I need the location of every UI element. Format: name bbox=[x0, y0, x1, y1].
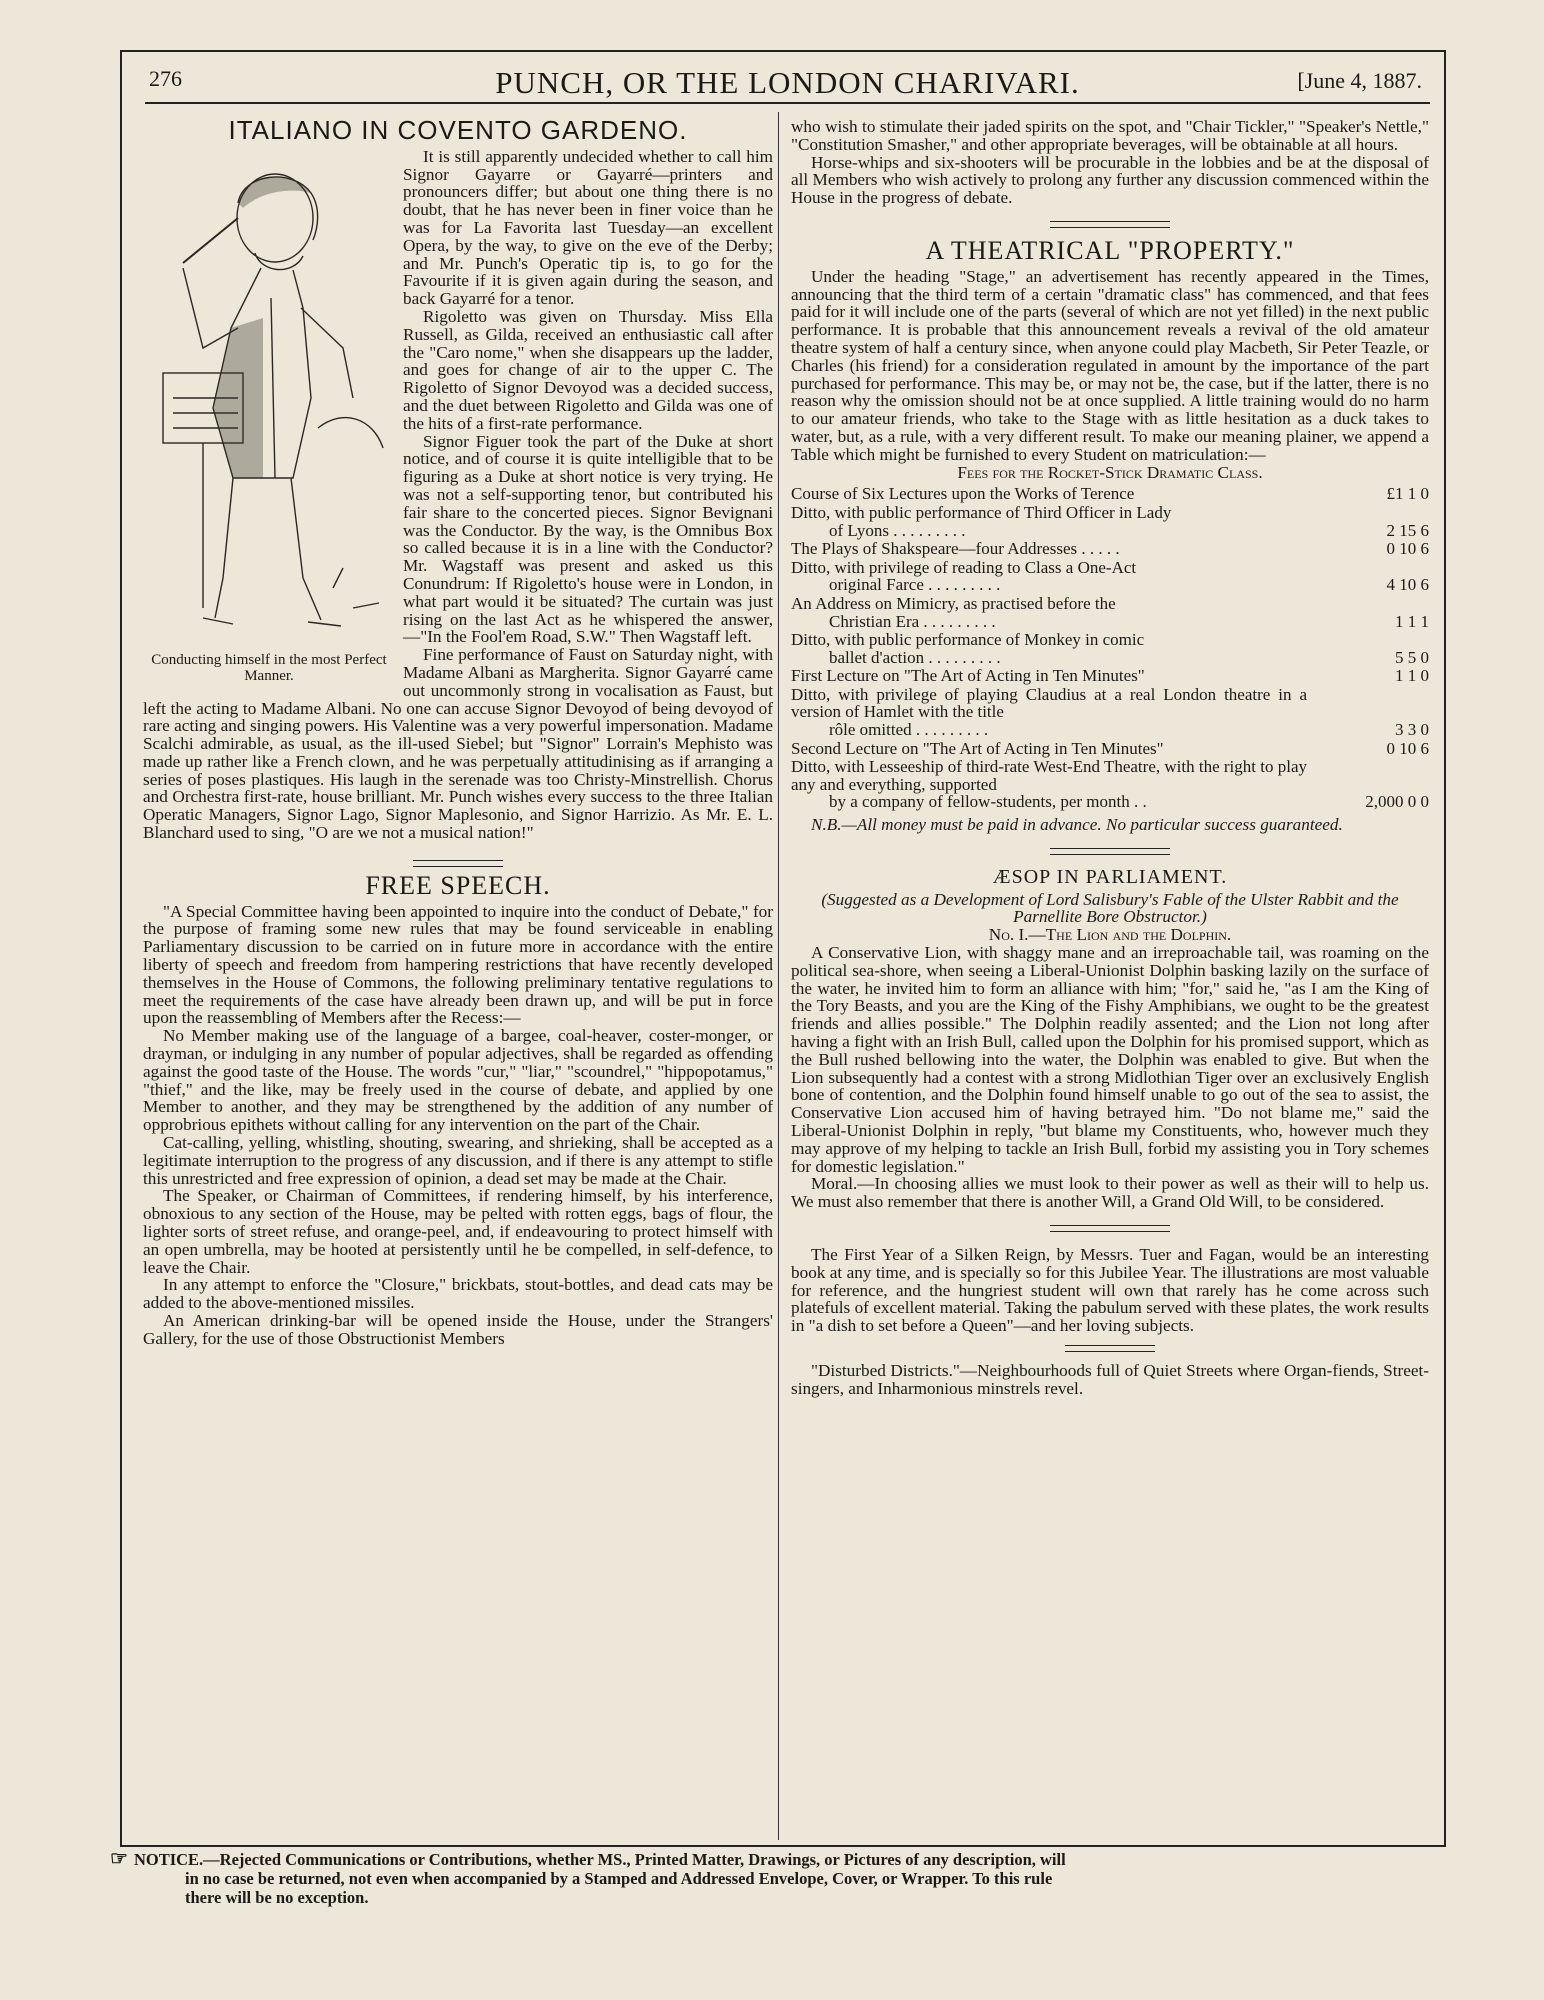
fees-table-title: Fees for the Rocket-Stick Dramatic Class. bbox=[957, 462, 1263, 482]
illustration-caption: Conducting himself in the most Perfect Manner. bbox=[151, 651, 387, 684]
fee-amount: 0 10 6 bbox=[1386, 738, 1429, 758]
italiano-heading: ITALIANO IN COVENTO GARDENO. bbox=[228, 115, 688, 145]
free-speech-continuation: who wish to stimulate their jaded spirits on the spot, and "Chair Tickler," "Speaker's Nettle," "Constitution Smasher," and other appropriate beverages, will be obtainable at all hours. bbox=[791, 117, 1429, 154]
fee-amount: 5 5 0 bbox=[1395, 647, 1429, 667]
fee-row bbox=[791, 758, 1429, 812]
free-speech-continuation: Horse-whips and six-shooters will be procurable in the lobbies and be at the disposal of all Members who wish actively to prolong any further any discussion commenced within the House in the progress of debate. bbox=[791, 152, 1429, 208]
fee-line-continued: by a company of fellow-students, per month . . bbox=[829, 792, 1147, 812]
free-speech-paragraph: Cat-calling, yelling, whistling, shouting, swearing, and shrieking, shall be accepted as a legitimate interruption to the progress of any discussion, and if there is any attempt to stifle this unrestricted and free expression of opinion, a dead set may be made at the Chair. bbox=[143, 1133, 773, 1188]
fee-line: Ditto, with public performance of Third Officer in Lady bbox=[791, 502, 1172, 522]
notice bbox=[110, 1850, 1440, 1907]
section-divider bbox=[1050, 848, 1170, 855]
issue-date: [June 4, 1887. bbox=[1297, 68, 1422, 93]
fee-amount: 1 1 0 bbox=[1395, 666, 1429, 686]
fee-row bbox=[791, 540, 1429, 559]
fee-row bbox=[791, 667, 1429, 686]
fee-line: Ditto, with public performance of Monkey in comic bbox=[791, 630, 1145, 650]
fee-line: First Lecture on "The Art of Acting in Ten Minutes" bbox=[791, 666, 1145, 686]
free-speech-heading: FREE SPEECH. bbox=[365, 870, 551, 900]
fee-row bbox=[791, 631, 1429, 667]
fee-amount: 1 1 1 bbox=[1395, 611, 1429, 631]
italiano-paragraph: Fine performance of Faust on Saturday night, with Madame Albani as Margherita. Signor Gayarré came out uncommonly strong in vocalisation as Faust, but left the acting to Madame Albani. No one can accuse Signor Devoyod of being devoyod of rare acting and singing powers. His Valentine was a very powerful impersonation. Madame Scalchi admirable, as usual, as the ill-used Siebel; but "Signor" Lorrain's Mephisto was made up rather like a French clown, and he was perpetually attitudinising as if arranging a series of poses plastiques. His laugh in the serenade was too Christy-Minstrellish. Chorus and Orchestra first-rate, house brilliant. Mr. Punch wishes every success to the three Italian Operatic Managers, Signor Lago, Signor Maplesonio, and Signor Harrizio. As Mr. E. L. Blanchard used to sing, "O are we not a musical nation!" bbox=[143, 645, 773, 843]
fee-description bbox=[791, 631, 1311, 667]
section-divider bbox=[1050, 1225, 1170, 1232]
fee-line: Ditto, with privilege of playing Claudius at a real London theatre in a version of Hamlet with the title bbox=[791, 684, 1307, 722]
theatrical-paragraph: Under the heading "Stage," an advertisement has recently appeared in the Times, announcing that the third term of a certain "dramatic class" has commenced, and that fees paid for it will include one of the parts (several of which are not yet filled) in the next public performance. It is probable that this announcement reveals a revival of the old amateur theatre system of half a century since, when anyone could play Macbeth, Sir Peter Teazle, or Charles (his friend) for a consideration regulated in amount by the importance of the part purchased for performance. This may be, or may not be, the case, but if the latter, there is no reason why the omission should not be at once supplied. A little training would do no harm to our amateur friends, who take to the Stage with as little hesitation as a duck takes to water, but, as a rule, with a very different result. To make our meaning plainer, we append a Table which might be furnished to every Student on matriculation:— bbox=[791, 266, 1429, 464]
fee-description bbox=[791, 559, 1311, 595]
italiano-paragraph: Signor Figuer took the part of the Duke at short notice, and of course it is quite intelligible that to be figuring as a Duke at short notice is very trying. He was not a self-supporting tenor, but contributed his fair share to the concerted pieces. Signor Bevignani was the Conductor. By the way, is the Omnibus Box so called because it is in a line with the Conductor? Mr. Wagstaff was present and asked us this Conundrum: If Rigoletto's house were in London, in what part would it be situated? The curtain was just rising on the last Act as he whispered the answer,—"In the Fool'em Road, S.W." Then Wagstaff left. bbox=[403, 431, 773, 647]
theatrical-heading: A THEATRICAL "PROPERTY." bbox=[925, 235, 1295, 265]
fee-line: An Address on Mimicry, as practised before the bbox=[791, 593, 1116, 613]
free-speech-paragraph: An American drinking-bar will be opened inside the House, under the Strangers' Gallery, for the use of those Obstructionist Members bbox=[143, 1311, 773, 1348]
left-column bbox=[143, 115, 773, 1348]
fee-description bbox=[791, 540, 1311, 559]
fee-description bbox=[791, 758, 1311, 812]
fee-row bbox=[791, 485, 1429, 504]
disturbed-districts-paragraph: "Disturbed Districts."—Neighbourhoods full of Quiet Streets where Organ-fiends, Street-singers, and Inharmonious minstrels revel. bbox=[791, 1360, 1429, 1398]
fee-line: Ditto, with privilege of reading to Class a One-Act bbox=[791, 557, 1137, 577]
fee-description bbox=[791, 686, 1311, 740]
page-header bbox=[145, 60, 1430, 104]
aesop-heading: ÆSOP IN PARLIAMENT. bbox=[992, 865, 1228, 888]
fee-description bbox=[791, 740, 1311, 759]
fee-line: Ditto, with Lesseeship of third-rate West-End Theatre, with the right to play any and everything, supported bbox=[791, 757, 1307, 794]
fee-line-continued: rôle omitted . . . . . . . . . bbox=[829, 720, 989, 740]
notice-line: in no case be returned, not even when accompanied by a Stamped and Addressed Envelope, Cover, or Wrapper. To this rule bbox=[185, 1869, 1053, 1888]
fee-row bbox=[791, 504, 1429, 540]
notice-line: there will be no exception. bbox=[185, 1888, 369, 1907]
fee-description bbox=[791, 504, 1311, 540]
free-speech-paragraph: The Speaker, or Chairman of Committees, if rendering himself, by his interference, obnoxious to any section of the House, may be pelted with rotten eggs, bags of flour, the lighter sorts of street refuse, and orange-peel, and, if endeavouring to protect himself with an open umbrella, may be hooted at persistently until he be compelled, in self-defence, to leave the Chair. bbox=[143, 1186, 773, 1277]
fee-line-continued: of Lyons . . . . . . . . . bbox=[829, 520, 966, 540]
silken-reign-paragraph: The First Year of a Silken Reign, by Messrs. Tuer and Fagan, would be an interesting book at any time, and is specially so for this Jubilee Year. The illustrations are most valuable for reference, and the hungriest student will own that rarely has he come across such platefuls of excellent material. Taking the pabulum served with these plates, the work results in "a dish to set before a Queen"—and her loving subjects. bbox=[791, 1244, 1429, 1336]
section-divider bbox=[1050, 221, 1170, 228]
fee-amount: 2,000 0 0 bbox=[1365, 792, 1429, 812]
fee-line: Second Lecture on "The Art of Acting in Ten Minutes" bbox=[791, 738, 1164, 758]
right-column bbox=[791, 118, 1429, 1398]
fee-row bbox=[791, 740, 1429, 759]
fee-description bbox=[791, 595, 1311, 631]
free-speech-paragraph: "A Special Committee having been appointed to inquire into the conduct of Debate," for the purpose of framing some new rules that may be found serviceable in enabling Parliamentary discussion to be carried on in future more in accordance with the entire liberty of speech and freedom from hampering restrictions that have recently developed themselves in the House of Commons, the following preliminary tentative regulations to meet the requirements of the case have already been drawn up, and will be put in force upon the reassembling of Members after the Recess:— bbox=[143, 901, 773, 1028]
fee-line: Course of Six Lectures upon the Works of Terence bbox=[791, 484, 1135, 504]
conductor-engraving-icon bbox=[143, 148, 395, 648]
fee-row bbox=[791, 686, 1429, 740]
page-number: 276 bbox=[149, 66, 182, 91]
free-speech-paragraph: No Member making use of the language of a bargee, coal-heaver, coster-monger, or drayman, or indulging in any number of popular adjectives, shall be regarded as offending against the good taste of the House. The words "cur," "liar," "scoundrel," "hippopotamus," "thief," and the like, may be freely used in the course of debate, and applied by one Member to another, and they may be strengthened by the addition of any number of opprobrious epithets without calling for any intervention on the part of the Chair. bbox=[143, 1026, 773, 1135]
aesop-moral: Moral.—In choosing allies we must look to their power as well as their will to help us. We must also remember that there is another Will, a Grand Old Will, to be considered. bbox=[791, 1174, 1429, 1212]
fee-amount: 0 10 6 bbox=[1386, 539, 1429, 559]
notice-line: NOTICE.—Rejected Communications or Contributions, whether MS., Printed Matter, Drawings, or Pictures of any description, will bbox=[133, 1850, 1066, 1869]
column-rule bbox=[778, 112, 779, 1840]
italiano-paragraph: Rigoletto was given on Thursday. Miss Ella Russell, as Gilda, received an enthusiastic call after the "Caro nome," when she disappears up the ladder, and goes for change of air to the upper C. The Rigoletto of Signor Devoyod was a decided success, and the duet between Rigoletto and Gilda was one of the hits of a first-rate performance. bbox=[403, 306, 773, 433]
fee-row bbox=[791, 559, 1429, 595]
aesop-subheading: No. I.—The Lion and the Dolphin. bbox=[988, 925, 1232, 945]
fee-description bbox=[791, 667, 1311, 686]
aesop-subtitle: (Suggested as a Development of Lord Salisbury's Fable of the Ulster Rabbit and the Parnellite Bore Obstructor.) bbox=[821, 889, 1399, 927]
fee-amount: £1 1 0 bbox=[1386, 484, 1429, 504]
fee-line-continued: Christian Era . . . . . . . . . bbox=[829, 611, 996, 631]
fee-amount: 3 3 0 bbox=[1395, 720, 1429, 740]
italiano-paragraph: It is still apparently undecided whether to call him Signor Gayarre or Gayarré—printers and pronouncers differ; but about one thing there is no doubt, that he has never been in finer voice than he was for La Favorita last Tuesday—an excellent Opera, by the way, to give on the eve of the Derby; and Mr. Punch's Operatic tip is, to go for the Favourite if it is given again during the season, and back Gayarré for a tenor. bbox=[403, 146, 773, 309]
fees-table bbox=[791, 485, 1429, 812]
section-divider bbox=[413, 860, 503, 867]
fee-line-continued: original Farce . . . . . . . . . bbox=[829, 575, 1001, 595]
free-speech-paragraph: In any attempt to enforce the "Closure," brickbats, stout-bottles, and dead cats may be added to the above-mentioned missiles. bbox=[143, 1275, 773, 1313]
pointing-hand-icon: ☞ bbox=[110, 1848, 128, 1870]
fee-row bbox=[791, 595, 1429, 631]
fee-line: The Plays of Shakspeare—four Addresses . . . . . bbox=[791, 539, 1120, 559]
fee-amount: 4 10 6 bbox=[1386, 575, 1429, 595]
fee-description bbox=[791, 485, 1311, 504]
conductor-illustration bbox=[143, 148, 395, 684]
masthead-title: PUNCH, OR THE LONDON CHARIVARI. bbox=[495, 65, 1080, 100]
fee-amount: 2 15 6 bbox=[1386, 520, 1429, 540]
fee-line-continued: ballet d'action . . . . . . . . . bbox=[829, 647, 1001, 667]
section-divider bbox=[1065, 1345, 1155, 1352]
fees-note: N.B.—All money must be paid in advance. No particular success guaranteed. bbox=[811, 815, 1343, 835]
aesop-paragraph: A Conservative Lion, with shaggy mane and an irreproachable tail, was roaming on the political sea-shore, when seeing a Liberal-Unionist Dolphin basking lazily on the surface of the water, he invited him to form an alliance with him; "for," said he, "as I am the King of the Tory Beasts, and you are the King of the Fishy Amphibians, we ought to be the greatest friends and allies possible." The Dolphin readily assented; and the Lion not long after having a fight with an Irish Bull, called upon the Dolphin for his promised support, which as the Bull rushed bellowing into the water, the Dolphin was enabled to give. But when the Lion subsequently had a contest with a strong Midlothian Tiger over an exclusively English bone of contention, and the Dolphin found himself unable to go out of the sea to assist, the Conservative Lion accused him of having betrayed him. "Do not blame me," said the Liberal-Unionist Dolphin in reply, "but blame my Constituents, who, however much they may approve of my helping to tackle an Irish Bull, forbid my assisting you in Tory schemes for domestic legislation." bbox=[791, 943, 1429, 1176]
